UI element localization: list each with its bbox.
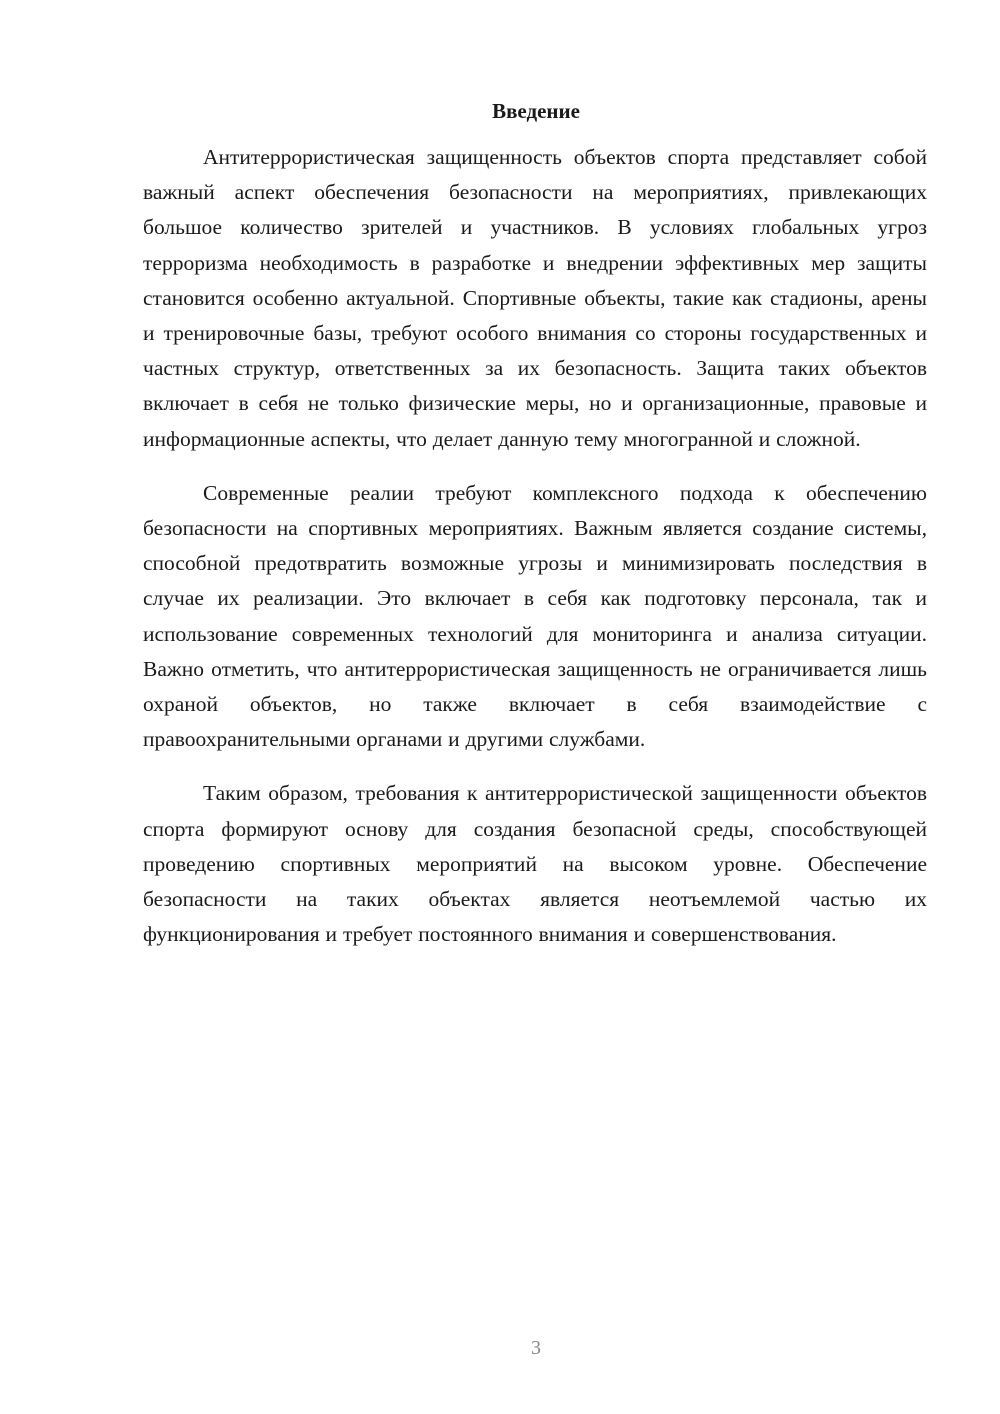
paragraph-1: Антитеррористическая защищенность объектов спорта представляет собой важный аспект обеспечения безопасности на мероприятиях, привлекающих большое количество зрителей и участников. В условиях глобальных угроз терроризма необходимость в разработке и внедрении эффективных мер защиты становится особенно актуальной. Спортивные объекты, такие как стадионы, арены и тренировочные базы, требуют особого внимания со стороны государственных и частных структур, ответственных за их безопасность. Защита таких объектов включает в себя не только физические меры, но и организационные, правовые и информационные аспекты, что делает данную тему многогранной и сложной. bbox=[143, 145, 927, 451]
paragraph-2: Современные реалии требуют комплексного подхода к обеспечению безопасности на спортивных мероприятиях. Важным является создание системы, способной предотвратить возможные угрозы и минимизировать последствия в случае их реализации. Это включает в себя как подготовку персонала, так и использование современных технологий для мониторинга и анализа ситуации. Важно отметить, что антитеррористическая защищенность не ограничивается лишь охраной объектов, но также включает в себя взаимодействие с правоохранительными органами и другими службами. bbox=[143, 480, 927, 752]
page-number: 3 bbox=[531, 1337, 541, 1359]
paragraph-3: Таким образом, требования к антитеррористической защищенности объектов спорта формируют основу для создания безопасной среды, способствующей проведению спортивных мероприятий на высоком уровне. Обеспечение безопасности на таких объектах является неотъемлемой частью их функционирования и требует постоянного внимания и совершенствования. bbox=[143, 781, 927, 947]
page-title: Введение bbox=[492, 99, 580, 123]
body-text bbox=[143, 140, 927, 971]
